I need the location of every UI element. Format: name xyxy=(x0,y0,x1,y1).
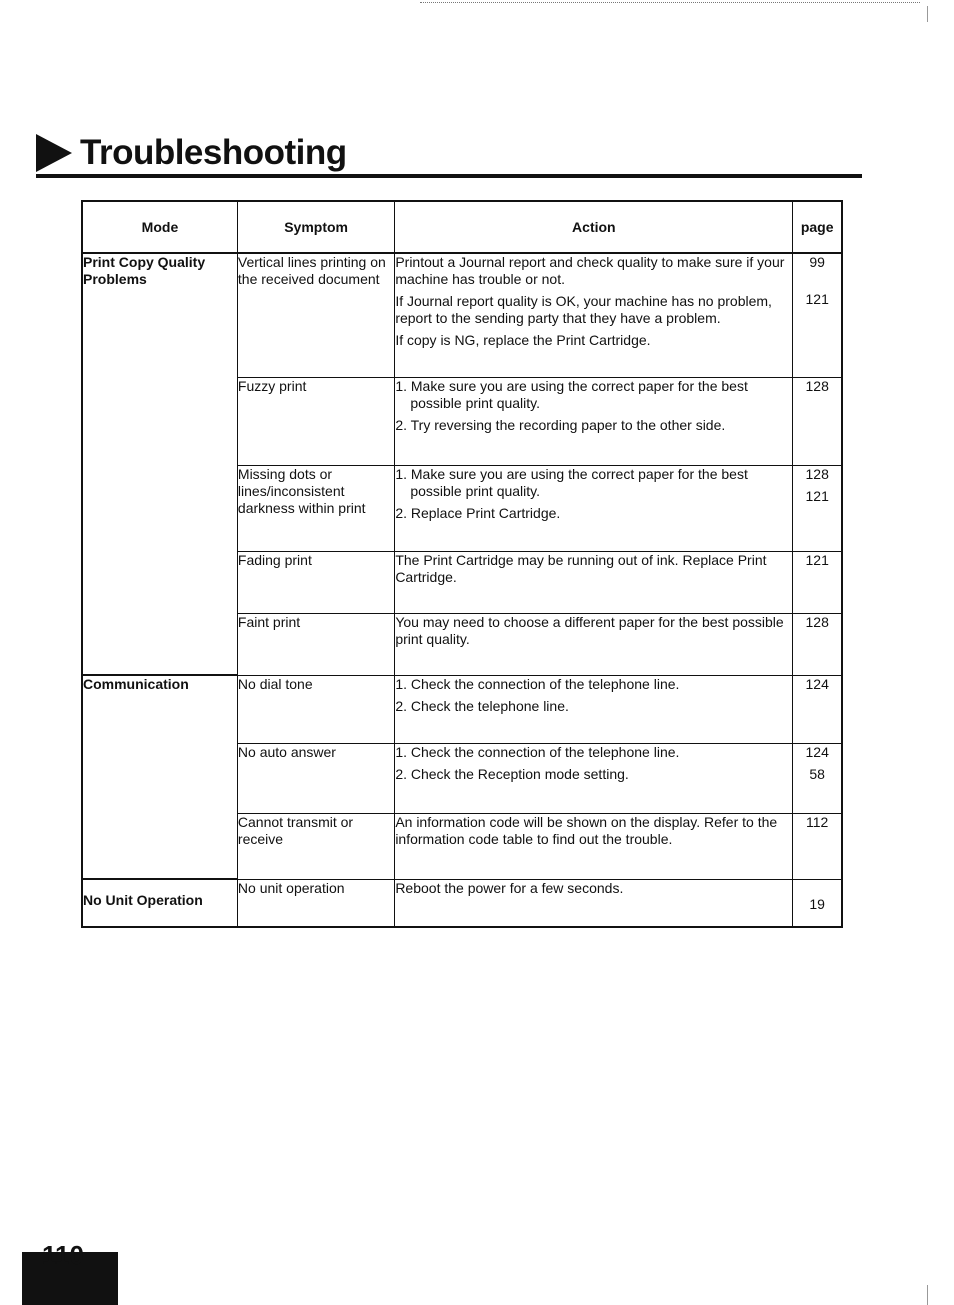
symptom-cell: No unit operation xyxy=(237,879,394,927)
page-ref-cell xyxy=(793,465,842,551)
page-ref-cell xyxy=(793,813,842,879)
symptom-cell: No auto answer xyxy=(237,743,394,813)
symptom-cell: Cannot transmit or receive xyxy=(237,813,394,879)
page-ref: 128 xyxy=(805,377,829,394)
page-title: Troubleshooting xyxy=(80,133,347,172)
scan-top-rule xyxy=(420,2,920,3)
symptom-cell: Vertical lines printing on the received document xyxy=(237,253,394,377)
play-arrow-icon xyxy=(36,134,72,172)
symptom-cell: Fading print xyxy=(237,551,394,613)
action-cell xyxy=(395,675,793,743)
action-text: If copy is NG, replace the Print Cartridge. xyxy=(395,332,651,348)
symptom-cell: Fuzzy print xyxy=(237,377,394,465)
mode-cell: Communication xyxy=(82,675,237,879)
action-step: 2. Replace Print Cartridge. xyxy=(395,504,561,521)
action-step: 2. Try reversing the recording paper to the other side. xyxy=(395,416,726,433)
symptom-cell: Faint print xyxy=(237,613,394,675)
action-cell xyxy=(395,879,793,927)
action-text: The Print Cartridge may be running out of ink. Replace Print Cartridge. xyxy=(395,551,767,585)
table-row xyxy=(82,879,842,927)
action-step: 1. Make sure you are using the correct paper for the best possible print quality. xyxy=(395,377,748,411)
column-header-symptom: Symptom xyxy=(237,201,394,253)
page-ref-cell xyxy=(793,675,842,743)
page-ref-cell xyxy=(793,613,842,675)
action-cell xyxy=(395,253,793,377)
page-ref: 58 xyxy=(809,765,825,782)
symptom-cell: Missing dots or lines/inconsistent darkness within print xyxy=(237,465,394,551)
scan-margin-mark xyxy=(927,6,928,22)
action-step: 2. Check the telephone line. xyxy=(395,697,569,714)
action-text: You may need to choose a different paper for the best possible print quality. xyxy=(395,613,784,647)
page-ref: 112 xyxy=(806,813,829,830)
action-text: Reboot the power for a few seconds. xyxy=(395,879,624,896)
table-row xyxy=(82,253,842,377)
page-ref-cell xyxy=(793,743,842,813)
mode-cell: Print Copy Quality Problems xyxy=(82,253,237,675)
action-cell xyxy=(395,743,793,813)
page-ref: 128 xyxy=(805,613,829,630)
action-cell xyxy=(395,613,793,675)
page-ref: 124 xyxy=(805,743,829,760)
action-cell xyxy=(395,813,793,879)
action-step: 1. Check the connection of the telephone line. xyxy=(395,743,680,760)
page-ref: 124 xyxy=(805,675,829,692)
action-cell xyxy=(395,465,793,551)
action-step: 1. Check the connection of the telephone line. xyxy=(395,675,680,692)
page-number: 110 xyxy=(42,1240,84,1270)
action-step: 2. Check the Reception mode setting. xyxy=(395,765,629,782)
page-ref: 121 xyxy=(805,487,829,504)
mode-cell: No Unit Operation xyxy=(82,879,237,927)
page-ref-cell xyxy=(793,551,842,613)
column-header-mode: Mode xyxy=(82,201,237,253)
table-header-row xyxy=(82,201,842,253)
column-header-page: page xyxy=(793,201,842,253)
action-cell xyxy=(395,551,793,613)
column-header-action: Action xyxy=(395,201,793,253)
symptom-cell: No dial tone xyxy=(237,675,394,743)
page-ref: 99 xyxy=(809,254,825,270)
action-text: Printout a Journal report and check quality to make sure if your machine has trouble or not. xyxy=(395,254,785,287)
troubleshooting-table xyxy=(81,200,843,928)
action-text: If Journal report quality is OK, your machine has no problem, report to the sending party that they have a problem. xyxy=(395,293,772,326)
scan-margin-mark xyxy=(927,1285,928,1305)
page-ref-cell xyxy=(793,377,842,465)
page-ref-cell xyxy=(793,879,842,927)
page-ref-cell xyxy=(793,253,842,377)
title-block xyxy=(36,132,347,174)
page-ref: 19 xyxy=(809,895,825,912)
action-text: An information code will be shown on the display. Refer to the information code table to find out the trouble. xyxy=(395,813,778,847)
action-step: 1. Make sure you are using the correct paper for the best possible print quality. xyxy=(395,465,748,499)
title-underline xyxy=(36,174,862,178)
page-ref: 128 xyxy=(805,465,829,482)
action-cell xyxy=(395,377,793,465)
page-ref: 121 xyxy=(805,551,829,568)
page-ref: 121 xyxy=(805,291,829,307)
table-row xyxy=(82,675,842,743)
